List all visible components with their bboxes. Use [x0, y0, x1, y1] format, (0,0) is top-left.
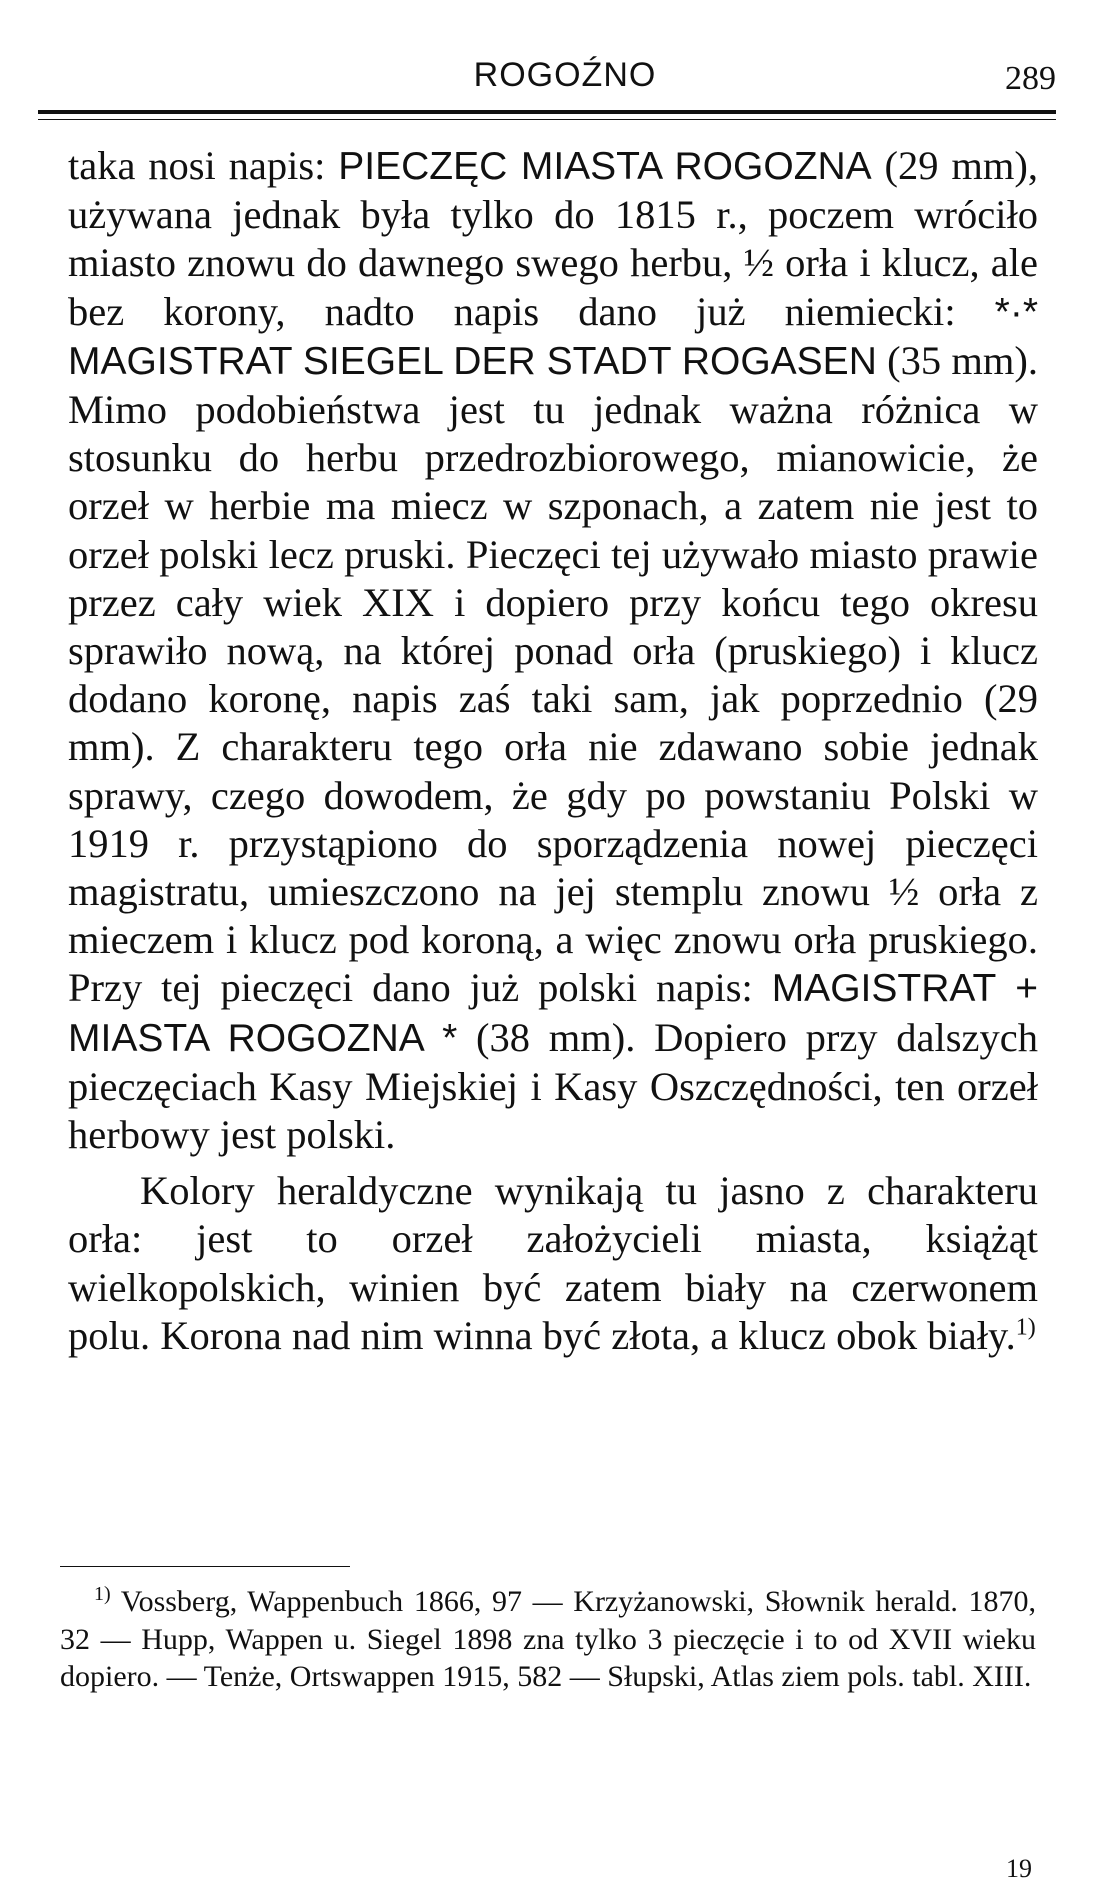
paragraph-2 [68, 1167, 1038, 1360]
signature-mark: 19 [1006, 1854, 1032, 1883]
header-rule [38, 110, 1056, 120]
running-head: ROGOŹNO [473, 56, 657, 94]
seal-inscription: PIECZĘC MIASTA ROGOZNA [338, 145, 872, 188]
page-number: 289 [1005, 60, 1056, 97]
footnote-reference: 1) [1015, 1314, 1036, 1341]
text-run: (35 mm). Mimo podobieństwa jest tu jednak ważna różnica w stosunku do herbu przedrozbiorowego, mianowicie, że orzeł w herbie ma miecz w szponach, a zatem nie jest to orzeł polski lecz pruski. Pieczęci tej używało miasto prawie przez cały wiek XIX i dopiero przy końcu tego okresu sprawiło nową, na której ponad orła (pruskiego) i klucz dodano koronę, napis zaś taki sam, jak poprzednio (29 mm). Z charakteru tego orła nie zdawano sobie jednak sprawy, czego dowodem, że gdy po powstaniu Polski w 1919 r. przystąpiono do sporządzenia nowej pieczęci magistratu, umieszczono na jej stemplu znowu ½ orła z mieczem i klucz pod koroną, a więc znowu orła pruskiego. Przy tej pieczęci dano już polski napis: [68, 337, 1038, 1011]
text-run: taka nosi napis: [68, 143, 339, 188]
seal-inscription: MAGISTRAT + MIASTA ROGOZNA * [68, 967, 1038, 1060]
footnote [60, 1583, 1036, 1696]
seal-inscription: *·* MAGISTRAT SIEGEL DER STADT ROGASEN [68, 290, 1038, 383]
footnote-number: 1) [94, 1583, 111, 1605]
text-run: (38 mm). Dopiero przy dalszych pieczęciach Kasy Miejskiej i Kasy Oszczędności, ten orzeł herbowy jest polski. [68, 1014, 1038, 1158]
text-run: (29 mm), używana jednak była tylko do 1815 r., poczem wróciło miasto znowu do dawnego swego herbu, ½ orła i klucz, ale bez korony, nadto napis dano już niemiecki: [68, 143, 1038, 334]
page-header [70, 50, 1060, 110]
main-text [68, 142, 1038, 1360]
footnote-text: Vossberg, Wappenbuch 1866, 97 — Krzyżanowski, Słownik herald. 1870, 32 — Hupp, Wappen u. Siegel 1898 zna tylko 3 pieczęcie i to od XVII wieku dopiero. — Tenże, Ortswappen 1915, 582 — Słupski, Atlas ziem pols. tabl. XIII. [60, 1585, 1036, 1693]
text-run: Kolory heraldyczne wynikają tu jasno z charakteru orła: jest to orzeł założycieli miasta, książąt wielkopolskich, winien być zatem biały na czerwonem polu. Korona nad nim winna być złota, a klucz obok biały. [68, 1168, 1038, 1358]
paragraph-1 [68, 142, 1038, 1159]
footnote-rule [60, 1566, 350, 1567]
